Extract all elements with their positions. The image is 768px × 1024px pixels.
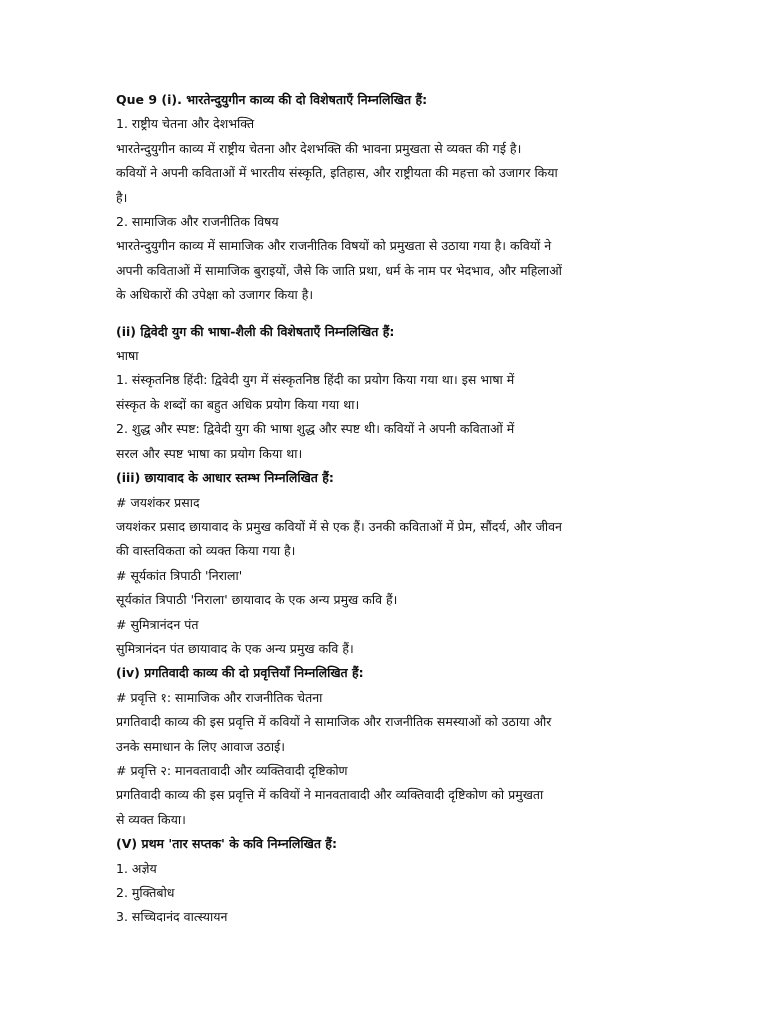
text-line: # जयशंकर प्रसाद xyxy=(116,494,200,510)
text-line: कवियों ने अपनी कविताओं में भारतीय संस्कृति, इतिहास, और राष्ट्रीयता की महत्ता को उजागर किया xyxy=(116,165,558,181)
text-line: 2. मुक्तिबोध xyxy=(116,885,175,900)
text-line: 1. संस्कृतनिष्ठ हिंदी: द्विवेदी युग में संस्कृतनिष्ठ हिंदी का प्रयोग किया गया था। इस भाषा में xyxy=(116,372,515,388)
text-line: की वास्तविकता को व्यक्त किया गया है। xyxy=(116,543,296,559)
text-line: प्रगतिवादी काव्य की इस प्रवृत्ति में कवियों ने सामाजिक और राजनीतिक समस्याओं को उठाया और xyxy=(116,714,552,730)
text-line: 1. राष्ट्रीय चेतना और देशभक्ति xyxy=(116,116,255,132)
text-line: सरल और स्पष्ट भाषा का प्रयोग किया था। xyxy=(116,445,303,461)
text-line: भारतेन्दुयुगीन काव्य में राष्ट्रीय चेतना और देशभक्ति की भावना प्रमुखता से व्यक्त की गई है। xyxy=(116,140,522,156)
text-line: सूर्यकांत त्रिपाठी 'निराला' छायावाद के एक अन्य प्रमुख कवि हैं। xyxy=(116,592,398,608)
text-line: संस्कृत के शब्दों का बहुत अधिक प्रयोग किया गया था। xyxy=(116,396,360,412)
text-line: के अधिकारों की उपेक्षा को उजागर किया है। xyxy=(116,287,314,303)
text-line: # सुमित्रानंदन पंत xyxy=(116,616,199,632)
text-line: 2. सामाजिक और राजनीतिक विषय xyxy=(116,214,279,230)
text-line: अपनी कविताओं में सामाजिक बुराइयों, जैसे कि जाति प्रथा, धर्म के नाम पर भेदभाव, और महिलाओं xyxy=(116,262,562,278)
text-line: उनके समाधान के लिए आवाज उठाई। xyxy=(116,738,285,754)
section-heading: (V) प्रथम 'तार सप्तक' के कवि निम्नलिखित हैं: xyxy=(116,836,337,852)
text-line: प्रगतिवादी काव्य की इस प्रवृत्ति में कवियों ने मानवतावादी और व्यक्तिवादी दृष्टिकोण को प्रमुखता xyxy=(116,787,544,803)
text-line: # सूर्यकांत त्रिपाठी 'निराला' xyxy=(116,567,243,583)
section-heading: Que 9 (i). भारतेन्दुयुगीन काव्य की दो विशेषताएँ निम्नलिखित हैं: xyxy=(116,92,428,107)
text-line: भारतेन्दुयुगीन काव्य में सामाजिक और राजनीतिक विषयों को प्रमुखता से उठाया गया है। कवियों ने xyxy=(116,238,552,254)
section-heading: (ii) द्विवेदी युग की भाषा-शैली की विशेषताएँ निम्नलिखित हैं: xyxy=(116,323,395,339)
section-heading: (iv) प्रगतिवादी काव्य की दो प्रवृत्तियाँ निम्नलिखित हैं: xyxy=(116,665,364,681)
text-line: सुमित्रानंदन पंत छायावाद के एक अन्य प्रमुख कवि हैं। xyxy=(116,640,354,656)
text-line: भाषा xyxy=(116,348,139,364)
text-line: से व्यक्त किया। xyxy=(116,811,186,827)
text-line: # प्रवृत्ति २: मानवतावादी और व्यक्तिवादी दृष्टिकोण xyxy=(116,762,348,778)
document-body xyxy=(116,88,646,930)
paragraph-gap xyxy=(116,308,646,320)
text-line: 1. अज्ञेय xyxy=(116,860,157,876)
text-line: # प्रवृत्ति १: सामाजिक और राजनीतिक चेतना xyxy=(116,689,323,705)
section-heading: (iii) छायावाद के आधार स्तम्भ निम्नलिखित हैं: xyxy=(116,470,334,486)
text-line: है। xyxy=(116,189,128,205)
text-line: 2. शुद्ध और स्पष्ट: द्विवेदी युग की भाषा शुद्ध और स्पष्ट थी। कवियों ने अपनी कविताओं में xyxy=(116,421,515,437)
text-line: 3. सच्चिदानंद वात्स्यायन xyxy=(116,909,228,925)
text-line: जयशंकर प्रसाद छायावाद के प्रमुख कवियों में से एक हैं। उनकी कविताओं में प्रेम, सौंदर्य, और जीवन xyxy=(116,518,562,534)
